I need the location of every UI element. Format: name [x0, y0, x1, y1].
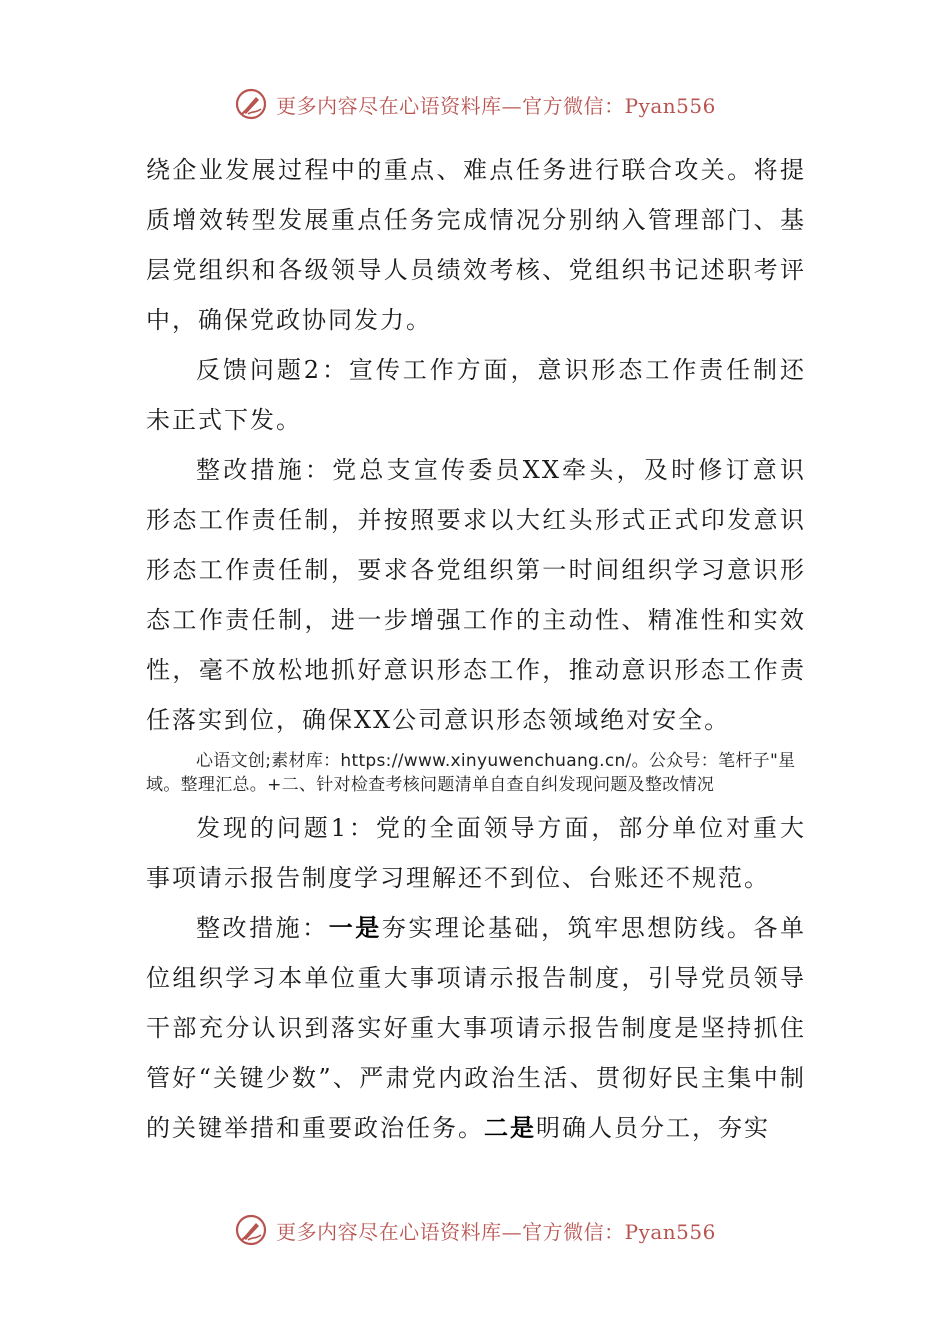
footer-banner: [0, 1208, 950, 1252]
document-body: [146, 145, 806, 1153]
point-one-label: 一是: [328, 913, 382, 942]
measure-label: 整改措施：: [196, 914, 329, 942]
header-banner-text: 更多内容尽在心语资料库—官方微信：Pyan556: [276, 93, 716, 118]
paragraph-4: 发现的问题1：党的全面领导方面，部分单位对重大事项请示报告制度学习理解还不到位、台账还不规范。: [146, 814, 806, 892]
footer-banner-text: 更多内容尽在心语资料库—官方微信：Pyan556: [276, 1219, 716, 1244]
point-two-text: 明确人员分工，夯实: [536, 1114, 770, 1142]
paragraph-5: [146, 903, 806, 1153]
source-note: 心语文创;素材库：https://www.xinyuwenchuang.cn/。公众号：笔杆子"星域。整理汇总。+二、针对检查考核问题清单自查自纠发现问题及整改情况: [146, 751, 796, 795]
paragraph-1: 绕企业发展过程中的重点、难点任务进行联合攻关。将提质增效转型发展重点任务完成情况分别纳入管理部门、基层党组织和各级领导人员绩效考核、党组织书记述职考评中，确保党政协同发力。: [146, 156, 806, 334]
header-banner: [0, 82, 950, 126]
paragraph-2: 反馈问题2：宣传工作方面，意识形态工作责任制还未正式下发。: [146, 356, 806, 434]
pen-logo-icon: [234, 1213, 268, 1247]
pen-logo-icon: [234, 87, 268, 121]
paragraph-3: 整改措施：党总支宣传委员XX牵头，及时修订意识形态工作责任制，并按照要求以大红头形式正式印发意识形态工作责任制，要求各党组织第一时间组织学习意识形态工作责任制，进一步增强工作的主动性、精准性和实效性，毫不放松地抓好意识形态工作，推动意识形态工作责任落实到位，确保XX公司意识形态领域绝对安全。: [146, 456, 806, 734]
point-one-text: 夯实理论基础，筑牢思想防线。各单位组织学习本单位重大事项请示报告制度，引导党员领导干部充分认识到落实好重大事项请示报告制度是坚持抓住管好“关键少数”、严肃党内政治生活、贯彻好民主集中制的关键举措和重要政治任务。: [146, 914, 807, 1142]
point-two-label: 二是: [484, 1113, 536, 1142]
